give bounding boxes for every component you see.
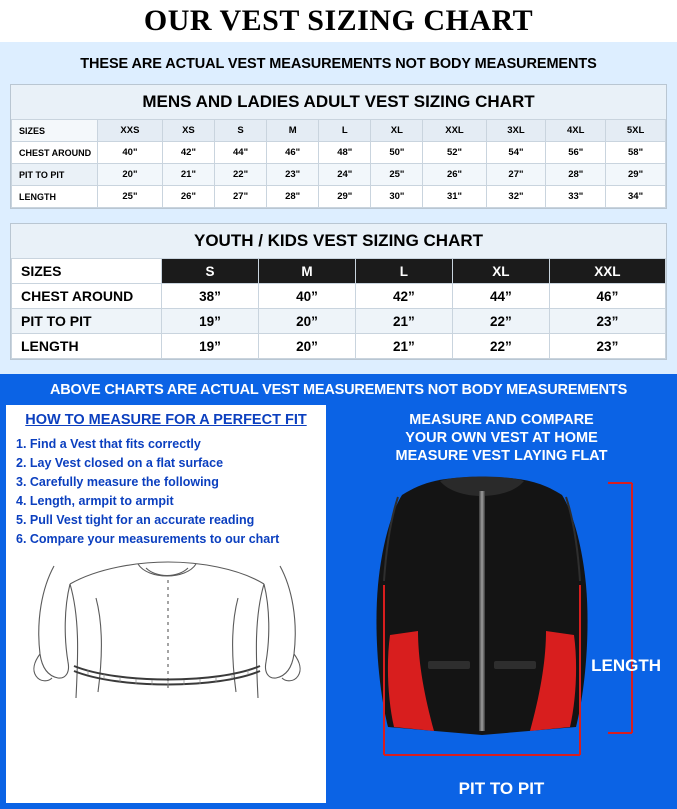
vest-illustration <box>332 465 662 765</box>
adult-col-4: M <box>267 120 319 142</box>
adult-r1-c5: 24" <box>319 164 371 186</box>
adult-r2-c6: 30" <box>371 186 423 208</box>
youth-sizing-table <box>11 258 666 359</box>
adult-r0-c1: 40" <box>98 142 163 164</box>
adult-col-7: XXL <box>423 120 486 142</box>
youth-r1-c2: 20” <box>258 309 355 334</box>
vest-illustration-area <box>336 471 667 801</box>
adult-r0-c8: 54" <box>486 142 546 164</box>
adult-r2-c3: 27" <box>214 186 266 208</box>
table-row <box>12 142 666 164</box>
adult-r1-c10: 29" <box>606 164 666 186</box>
adult-col-9: 4XL <box>546 120 606 142</box>
adult-r1-c3: 22" <box>214 164 266 186</box>
youth-col-3: L <box>355 259 452 284</box>
page-title: OUR VEST SIZING CHART <box>143 4 534 37</box>
measuring-sketch-image <box>18 558 314 708</box>
adult-row-0-label: CHEST AROUND <box>12 142 98 164</box>
youth-col-1: S <box>162 259 259 284</box>
adult-r2-c9: 33" <box>546 186 606 208</box>
measure-heading-line-2: YOUR OWN VEST AT HOME <box>405 430 598 447</box>
adult-r1-c4: 23" <box>267 164 319 186</box>
list-item: 6. Compare your measurements to our chart <box>16 531 280 546</box>
vest-measure-panel <box>332 405 671 803</box>
measure-section <box>0 374 677 809</box>
vest-shape <box>376 477 587 736</box>
person-measuring-illustration <box>18 558 314 708</box>
youth-r1-c5: 23” <box>549 309 665 334</box>
youth-chart-heading: YOUTH / KIDS VEST SIZING CHART <box>11 224 666 258</box>
youth-r0-c4: 44” <box>452 284 549 309</box>
adult-r2-c1: 25" <box>98 186 163 208</box>
table-row <box>12 334 666 359</box>
adult-r1-c6: 25" <box>371 164 423 186</box>
list-item: 2. Lay Vest closed on a flat surface <box>16 455 224 470</box>
length-label: LENGTH <box>591 656 661 676</box>
howto-steps-list <box>14 434 318 548</box>
pit-to-pit-label: PIT TO PIT <box>458 779 545 799</box>
adult-r2-c4: 28" <box>267 186 319 208</box>
adult-r2-c2: 26" <box>162 186 214 208</box>
banner-top-text: THESE ARE ACTUAL VEST MEASUREMENTS NOT BODY MEASUREMENTS <box>80 56 597 72</box>
adult-r1-c8: 27" <box>486 164 546 186</box>
adult-sizing-table <box>11 119 666 208</box>
adult-r2-c5: 29" <box>319 186 371 208</box>
adult-r0-c10: 58" <box>606 142 666 164</box>
adult-r2-c7: 31" <box>423 186 486 208</box>
list-item: 4. Length, armpit to armpit <box>16 493 174 508</box>
youth-chart-box <box>10 223 667 360</box>
banner-mid-text: ABOVE CHARTS ARE ACTUAL VEST MEASUREMENTS NOT BODY MEASUREMENTS <box>49 382 628 398</box>
youth-r0-c2: 40” <box>258 284 355 309</box>
measure-heading <box>336 407 667 471</box>
adult-row-1-label: PIT TO PIT <box>12 164 98 186</box>
measure-heading-line-3: MEASURE VEST LAYING FLAT <box>395 448 608 465</box>
adult-row-2-label: LENGTH <box>12 186 98 208</box>
youth-r1-c3: 21” <box>355 309 452 334</box>
youth-r1-c4: 22” <box>452 309 549 334</box>
youth-row-1-label: PIT TO PIT <box>12 309 162 334</box>
adult-col-6: XL <box>371 120 423 142</box>
charts-section <box>0 42 677 374</box>
table-row <box>12 284 666 309</box>
adult-col-2: XS <box>162 120 214 142</box>
adult-r1-c1: 20" <box>98 164 163 186</box>
adult-r0-c2: 42" <box>162 142 214 164</box>
youth-r2-c2: 20” <box>258 334 355 359</box>
youth-row-0-label: CHEST AROUND <box>12 284 162 309</box>
table-header-row <box>12 120 666 142</box>
table-row <box>12 309 666 334</box>
table-header-row <box>12 259 666 284</box>
adult-r0-c7: 52" <box>423 142 486 164</box>
howto-panel <box>6 405 326 803</box>
adult-col-5: L <box>319 120 371 142</box>
youth-col-5: XXL <box>549 259 665 284</box>
youth-r0-c1: 38” <box>162 284 259 309</box>
page-title-bar <box>0 0 677 42</box>
length-measure-bracket <box>608 483 632 733</box>
adult-r1-c2: 21" <box>162 164 214 186</box>
measure-panels <box>6 405 671 803</box>
adult-chart-heading: MENS AND LADIES ADULT VEST SIZING CHART <box>11 85 666 119</box>
howto-title: HOW TO MEASURE FOR A PERFECT FIT <box>25 412 307 428</box>
adult-r0-c3: 44" <box>214 142 266 164</box>
adult-r0-c4: 46" <box>267 142 319 164</box>
youth-r0-c5: 46” <box>549 284 665 309</box>
adult-col-3: S <box>214 120 266 142</box>
adult-r2-c10: 34" <box>606 186 666 208</box>
adult-col-10: 5XL <box>606 120 666 142</box>
youth-r2-c1: 19” <box>162 334 259 359</box>
list-item: 1. Find a Vest that fits correctly <box>16 436 201 451</box>
youth-row-2-label: LENGTH <box>12 334 162 359</box>
table-row <box>12 186 666 208</box>
adult-r0-c9: 56" <box>546 142 606 164</box>
youth-col-4: XL <box>452 259 549 284</box>
adult-r2-c8: 32" <box>486 186 546 208</box>
measure-heading-line-1: MEASURE AND COMPARE <box>409 412 594 428</box>
adult-col-1: XXS <box>98 120 163 142</box>
adult-r0-c5: 48" <box>319 142 371 164</box>
adult-r1-c9: 28" <box>546 164 606 186</box>
youth-r2-c4: 22” <box>452 334 549 359</box>
youth-col-0: SIZES <box>12 259 162 284</box>
youth-col-2: M <box>258 259 355 284</box>
list-item: 3. Carefully measure the following <box>16 474 219 489</box>
adult-chart-box <box>10 84 667 209</box>
adult-col-8: 3XL <box>486 120 546 142</box>
list-item: 5. Pull Vest tight for an accurate reading <box>16 512 255 527</box>
adult-r1-c7: 26" <box>423 164 486 186</box>
adult-r0-c6: 50" <box>371 142 423 164</box>
table-row <box>12 164 666 186</box>
youth-r2-c3: 21” <box>355 334 452 359</box>
adult-col-0: SIZES <box>12 120 98 142</box>
youth-r1-c1: 19” <box>162 309 259 334</box>
youth-r2-c5: 23” <box>549 334 665 359</box>
youth-r0-c3: 42” <box>355 284 452 309</box>
